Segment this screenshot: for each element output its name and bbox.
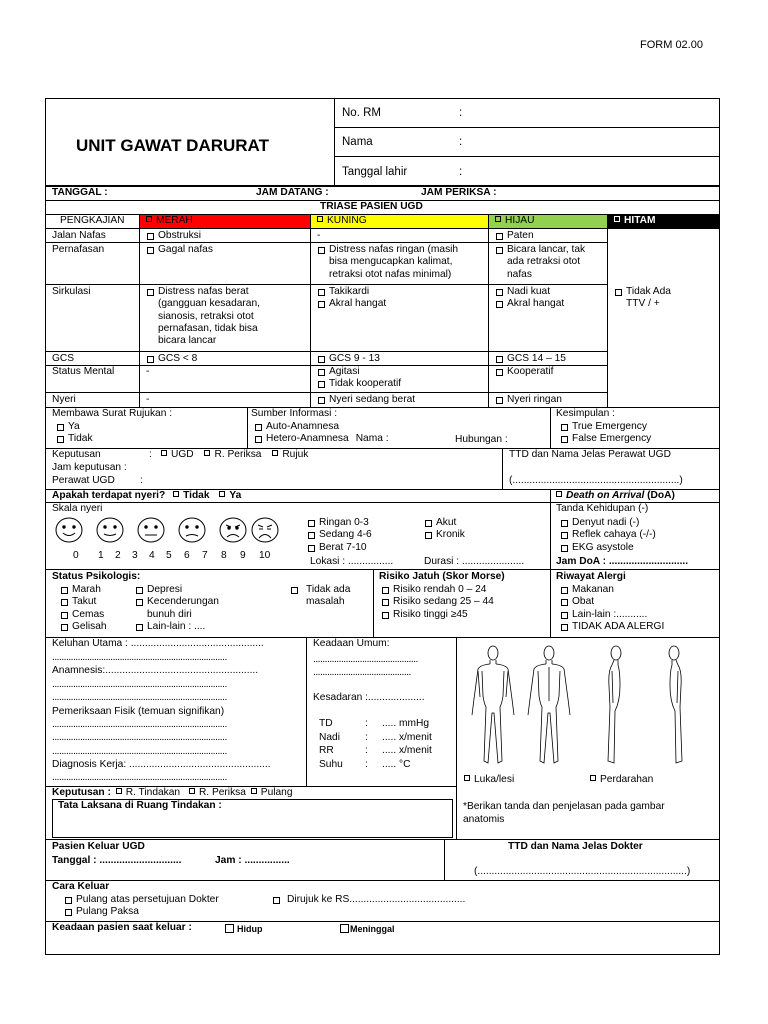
anamnesis-dots-2[interactable]: ........................................................................... — [52, 692, 227, 703]
sumber-hubungan: Hubungan : — [455, 434, 508, 445]
risiko-options[interactable]: Risiko rendah 0 – 24 Risiko sedang 25 – 44 Risiko tinggi ≥45 — [381, 584, 494, 621]
fisik-dots-3[interactable]: ........................................................................... — [52, 746, 227, 757]
skala-type-options[interactable]: Akut Kronik — [424, 517, 465, 542]
hitam-sirkulasi[interactable]: Tidak Ada TTV / + — [614, 286, 671, 311]
hijau-sirkulasi[interactable]: Nadi kuat Akral hangat — [495, 286, 564, 311]
keluhan-dots-1[interactable]: ........................................................................... — [52, 652, 227, 663]
ttd-dokter-title: TTD dan Nama Jelas Dokter — [508, 841, 643, 852]
keluhan-utama[interactable]: Keluhan Utama : ............................................... — [52, 638, 264, 649]
ttd-dokter-line[interactable]: (..........................................................................) — [474, 866, 691, 877]
cara-keluar-options-left[interactable]: Pulang atas persetujuan Dokter Pulang Paksa — [64, 894, 219, 919]
kesimpulan-options[interactable]: True Emergency False Emergency — [560, 421, 651, 446]
face-10-icon — [252, 518, 278, 542]
risiko-title: Risiko Jatuh (Skor Morse) — [379, 571, 505, 582]
psikologis-title: Status Psikologis: — [52, 571, 141, 582]
merah-label: MERAH — [156, 215, 193, 226]
hijau-pernafasan[interactable]: Bicara lancar, tak ada retraksi otot nafas — [495, 244, 585, 281]
keadaan-umum: Keadaan Umum: — [313, 638, 390, 649]
triase-title: TRIASE PASIEN UGD — [320, 201, 423, 212]
tanda-kehidupan-title: Tanda Kehidupan (-) — [556, 503, 649, 514]
keadaan-keluar-label: Keadaan pasien saat keluar : — [52, 922, 192, 933]
fisik-dots-2[interactable]: ........................................................................... — [52, 732, 227, 743]
jam-keputusan: Jam keputusan : — [52, 462, 127, 473]
meninggal-option[interactable]: Meninggal — [340, 923, 395, 935]
rujukan-title: Membawa Surat Rujukan : — [52, 408, 173, 419]
diagnosis-dots[interactable]: ........................................................................... — [52, 772, 227, 783]
sumber-options[interactable]: Auto-Anamnesa Hetero-Anamnesa Nama : — [254, 421, 389, 446]
pengkajian-header: PENGKAJIAN — [60, 215, 125, 226]
hijau-checkbox[interactable] — [495, 216, 501, 222]
durasi-field[interactable]: Durasi : ...................... — [424, 556, 525, 567]
alergi-options[interactable]: Makanan Obat Lain-lain :........... TIDAK ADA ALERGI — [560, 584, 664, 633]
row-sirkulasi: Sirkulasi — [52, 286, 91, 297]
ttd-perawat-title: TTD dan Nama Jelas Perawat UGD — [509, 449, 671, 460]
merah-checkbox[interactable] — [146, 216, 152, 222]
field-tanggal-lahir-colon: : — [459, 166, 463, 178]
anatomy-note-2: anatomis — [463, 814, 505, 825]
nyeri-question[interactable]: Apakah terdapat nyeri? Tidak Ya — [52, 490, 242, 501]
kuning-nyeri[interactable]: Nyeri sedang berat — [317, 394, 415, 406]
merah-pernafasan[interactable]: Gagal nafas — [146, 244, 213, 256]
keluar-jam[interactable]: Jam : ................ — [215, 855, 290, 866]
lokasi-field[interactable]: Lokasi : ................ — [310, 556, 394, 567]
field-no-rm-label: No. RM — [342, 107, 381, 119]
hitam-label: HITAM — [624, 215, 656, 226]
perdarahan-option[interactable]: Perdarahan — [590, 774, 653, 786]
row-nyeri: Nyeri — [52, 394, 76, 405]
luka-option[interactable]: Luka/lesi — [464, 774, 514, 786]
merah-status-mental: - — [146, 366, 150, 377]
hitam-checkbox[interactable] — [614, 216, 620, 222]
diagnosis-kerja[interactable]: Diagnosis Kerja: .................................................. — [52, 759, 271, 770]
hijau-label: HIJAU — [505, 215, 535, 226]
kuning-pernafasan[interactable]: Distress nafas ringan (masih bisa mengucapkan kalimat, retraksi otot nafas minimal) — [317, 244, 458, 281]
kuning-gcs[interactable]: GCS 9 - 13 — [317, 353, 380, 365]
anatomy-diagram[interactable] — [462, 641, 692, 769]
row-jalan-nafas: Jalan Nafas — [52, 230, 106, 241]
face-2-icon — [97, 518, 123, 542]
psikologis-col3[interactable]: Tidak ada masalah — [290, 584, 350, 609]
keluar-title: Pasien Keluar UGD — [52, 841, 145, 852]
perawat-ugd: Perawat UGD — [52, 475, 115, 486]
pain-faces[interactable] — [55, 515, 280, 547]
field-nama-colon: : — [459, 136, 463, 148]
anamnesis-dots-1[interactable]: ........................................................................... — [52, 679, 227, 690]
merah-sirkulasi[interactable]: Distress nafas berat (gangguan kesadaran, sianosis, retraksi otot pernafasan, tidak bisa bicara lancar — [146, 286, 260, 347]
page-title: UNIT GAWAT DARURAT — [76, 136, 269, 155]
jam-doa[interactable]: Jam DoA : ............................ — [556, 556, 689, 567]
anamnesis[interactable]: Anamnesis:...................................................... — [52, 665, 259, 676]
keluar-tanggal[interactable]: Tanggal : ............................. — [52, 855, 182, 866]
row-status-mental: Status Mental — [52, 366, 115, 377]
face-8-icon — [220, 518, 246, 542]
face-4-icon — [138, 518, 164, 542]
face-0-icon — [56, 518, 82, 542]
field-tanggal-lahir-label: Tanggal lahir — [342, 166, 408, 178]
keputusan2-options[interactable]: Keputusan : R. Tindakan R. Periksa Pulang — [52, 787, 293, 798]
cara-keluar-dirujuk[interactable]: Dirujuk ke RS......................................... — [272, 894, 465, 906]
kesimpulan-title: Kesimpulan : — [556, 408, 615, 419]
field-nama-input[interactable] — [470, 131, 715, 151]
tata-laksana-label: Tata Laksana di Ruang Tindakan : — [58, 800, 222, 811]
merah-nyeri: - — [146, 394, 150, 405]
kuning-checkbox[interactable] — [317, 216, 323, 222]
perawat-ugd-colon: : — [140, 475, 143, 486]
field-no-rm-input[interactable] — [470, 102, 715, 122]
tanda-kehidupan-options[interactable]: Denyut nadi (-) Reflek cahaya (-/-) EKG asystole — [560, 517, 656, 554]
skala-intensity-options[interactable]: Ringan 0-3 Sedang 4-6 Berat 7-10 — [307, 517, 372, 554]
kuning-label: KUNING — [327, 215, 367, 226]
field-nama-label: Nama — [342, 136, 373, 148]
keputusan-label: Keputusan — [52, 449, 101, 460]
hijau-nyeri[interactable]: Nyeri ringan — [495, 394, 562, 406]
body-side-left-icon — [608, 646, 621, 763]
doa-option[interactable]: Death on Arrival (DoA) — [556, 490, 675, 502]
row-gcs: GCS — [52, 353, 75, 364]
kuning-status-mental[interactable]: Agitasi Tidak kooperatif — [317, 366, 401, 391]
psikologis-col1[interactable]: Marah Takut Cemas Gelisah — [60, 584, 107, 633]
pemeriksaan-fisik: Pemeriksaan Fisik (temuan signifikan) — [52, 706, 225, 717]
keputusan-colon: : — [149, 449, 152, 460]
keadaan-dots-1[interactable]: ............................................. — [313, 654, 418, 665]
body-back-icon — [528, 646, 570, 763]
jam-datang-label: JAM DATANG : — [256, 187, 329, 198]
alergi-title: Riwayat Alergi — [556, 571, 626, 582]
anatomy-note-1: *Berikan tanda dan penjelasan pada gambar — [463, 801, 665, 812]
body-side-right-icon — [669, 646, 682, 763]
kuning-sirkulasi[interactable]: Takikardi Akral hangat — [317, 286, 386, 311]
skala-title: Skala nyeri — [52, 503, 103, 514]
rujukan-options[interactable]: Ya Tidak — [56, 421, 93, 446]
kesadaran[interactable]: Kesadaran :.................... — [313, 692, 425, 703]
fisik-dots-1[interactable]: ........................................................................... — [52, 719, 227, 730]
hidup-option[interactable]: Hidup — [225, 923, 263, 935]
field-tanggal-lahir-input[interactable] — [470, 160, 715, 180]
jam-periksa-label: JAM PERIKSA : — [421, 187, 497, 198]
row-pernafasan: Pernafasan — [52, 244, 105, 255]
face-6-icon — [179, 518, 205, 542]
cara-keluar-title: Cara Keluar — [52, 881, 110, 892]
ttd-perawat-line[interactable]: (...........................................................) — [509, 475, 683, 486]
merah-gcs[interactable]: GCS < 8 — [146, 353, 197, 365]
hijau-jalan-nafas[interactable]: Paten — [495, 230, 534, 242]
sumber-title: Sumber Informasi : — [251, 408, 338, 419]
keputusan-options[interactable]: UGD R. Periksa Rujuk — [161, 449, 308, 461]
kuning-jalan-nafas: - — [317, 230, 321, 241]
keadaan-dots-2[interactable]: .......................................... — [313, 667, 411, 678]
tanggal-label: TANGGAL : — [52, 187, 108, 198]
field-no-rm-colon: : — [459, 107, 463, 119]
psikologis-col2[interactable]: Depresi Kecenderungan bunuh diri Lain-lain : .... — [135, 584, 219, 633]
hijau-status-mental[interactable]: Kooperatif — [495, 366, 553, 378]
merah-jalan-nafas[interactable]: Obstruksi — [146, 230, 201, 242]
hijau-gcs[interactable]: GCS 14 – 15 — [495, 353, 566, 365]
form-code: FORM 02.00 — [640, 39, 703, 51]
body-front-icon — [472, 646, 514, 763]
